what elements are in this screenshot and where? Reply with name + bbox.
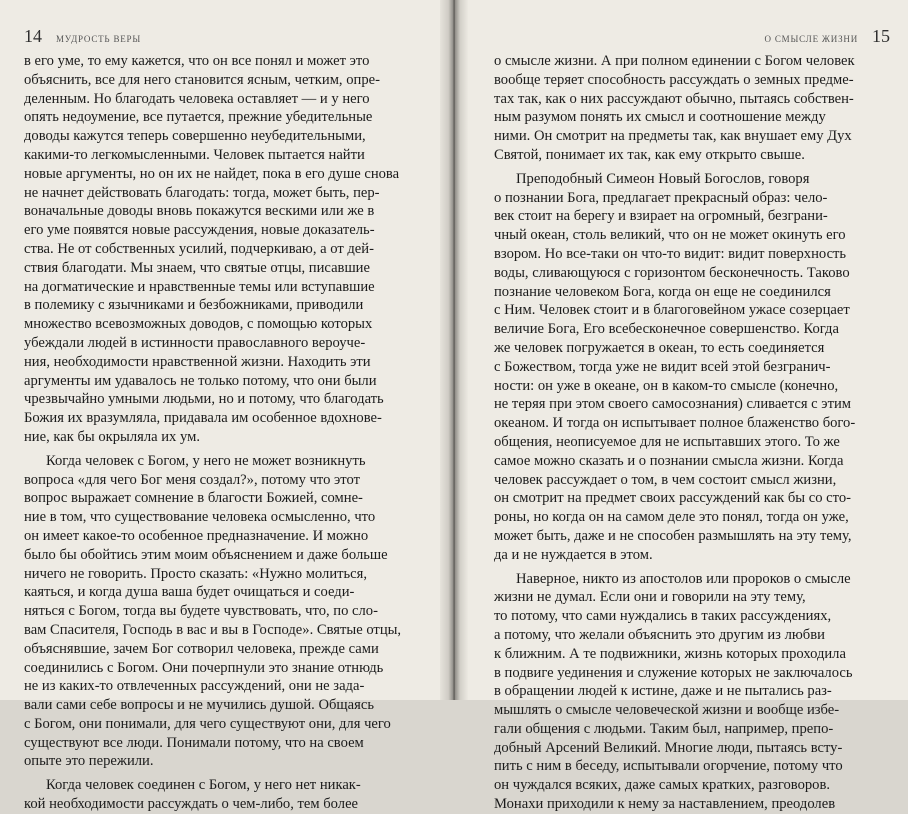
text-line: Божия их вразумляла, придавала им особенное вдохнове- [24, 410, 382, 427]
text-line: познание человеком Бога, когда он еще не соединился [494, 283, 831, 300]
paragraph [24, 452, 432, 772]
text-line: вам Спасителя, Господь в вас и вы в Господе». Святые отцы, [24, 621, 402, 638]
text-line: пить с ним в беседу, испытывали огорчение, потому что [494, 758, 843, 775]
left-page-header [24, 26, 141, 50]
paragraph [24, 776, 432, 814]
text-line: мышлять о смысле человеческой жизни и вообще избе- [494, 702, 840, 719]
text-line: убеждали людей в истинности православного вероуче- [24, 334, 366, 351]
text-line: самое можно сказать и о познании смысла жизни. Когда [494, 452, 844, 469]
text-line: вопрос выражает сомнение в благости Божией, сомне- [24, 490, 363, 507]
text-line: с Богом, они понимали, для чего существуют они, для чего [24, 715, 391, 732]
text-line: ние, как бы окрыляла их ум. [24, 428, 200, 445]
paragraph [494, 170, 894, 565]
text-line: вообще теряет способность рассуждать о земных предме- [494, 71, 854, 88]
text-line: ства. Не от собственных усилий, подчеркиваю, а от дей- [24, 240, 374, 257]
text-line: общения, неописуемое для не испытавших этого. То же [494, 433, 840, 450]
text-line: ным разумом понять их смысл и соотношение между [494, 109, 826, 126]
text-line: его уме появятся новые рассуждения, новые доказатель- [24, 222, 375, 239]
text-line: в его уме, то ему кажется, что он все понял и может это [24, 53, 370, 69]
text-line: Наверное, никто из апостолов или пророков о смысле [516, 570, 851, 587]
text-line: ничего не говорить. Просто сказать: «Нужно молиться, [24, 565, 367, 582]
text-line: не начнет действовать благодать: тогда, может быть, пер- [24, 184, 380, 201]
text-line: с Ним. Человек стоит и в благоговейном ужасе созерцает [494, 302, 850, 319]
running-head: О СМЫСЛЕ ЖИЗНИ [764, 34, 858, 44]
text-line: Святой, понимает их так, как ему открыто свыше. [494, 146, 805, 163]
text-line: то потому, что сами нуждались в таких рассуждениях, [494, 608, 832, 625]
text-line: соединились с Богом. Они почерпнули это знание отнюдь [24, 659, 384, 676]
text-line: аргументы им удавалось не только потому, что они были [24, 372, 377, 389]
text-line: объяснявшие, зачем Бог сотворил человека, прежде сами [24, 640, 379, 657]
text-line: же человек погружается в океан, то есть соединяется [494, 339, 825, 356]
book-gutter [440, 0, 468, 700]
text-line: не из каких-то отвлеченных рассуждений, они не зада- [24, 678, 365, 695]
text-line: какими-то легкомысленными. Человек пытается найти [24, 146, 365, 163]
text-line: он смотрит на предмет своих рассуждений как бы со сто- [494, 490, 851, 507]
text-line: каяться, и когда душа ваша будет очищаться и соеди- [24, 584, 355, 601]
text-line: на догматические и нравственные темы или вступавшие [24, 278, 375, 295]
text-line: воначальные доводы вновь покажутся вескими или же в [24, 203, 375, 220]
text-line: ности: он уже в океане, он в каком-то смысле (конечно, [494, 377, 839, 394]
text-line: воды, сливающуюся с горизонтом бесконечность. Таково [494, 264, 850, 281]
text-line: не теряя при этом своего самосознания) сливается с этим [494, 396, 851, 413]
text-line: к ближним. А те подвижники, жизнь которых проходила [494, 645, 846, 662]
text-line: существуют все люди. Понимали потому, что на своем [24, 734, 364, 751]
text-line: ними. Он смотрит на предметы так, как внушает ему Дух [494, 128, 852, 145]
text-line: жизни не думал. Если они и говорили на эту тему, [494, 589, 806, 606]
text-line: человек рассуждает о том, в чем состоит смысл жизни, [494, 471, 837, 488]
text-line: Когда человек соединен с Богом, у него нет никак- [46, 777, 361, 794]
text-line: было бы обойтись этим моим объяснением и даже больше [24, 546, 388, 563]
text-line: Когда человек с Богом, у него не может возникнуть [46, 452, 366, 469]
text-line: в полемику с язычниками и безбожниками, приводили [24, 297, 364, 314]
text-line: может быть, даже и не способен размышлять на эту тему, [494, 527, 852, 544]
right-page-header [764, 26, 890, 50]
text-line: чный океан, столь великий, что он не может окинуть его [494, 227, 846, 244]
text-line: ствия благодати. Мы знаем, что святые отцы, писавшие [24, 259, 370, 276]
text-line: в обращении людей к истине, даже и не пытались раз- [494, 683, 832, 700]
text-line: вопроса «для чего Бог меня создал?», потому что этот [24, 471, 360, 488]
text-line: Преподобный Симеон Новый Богослов, говоря [516, 170, 810, 187]
text-line: доводы кажутся теперь совершенно неубедительными, [24, 128, 366, 145]
text-line: добный Арсений Великий. Многие люди, пытаясь всту- [494, 739, 843, 756]
text-line: о смысле жизни. А при полном единении с Богом человек [494, 53, 855, 69]
page-number: 15 [872, 26, 890, 46]
text-line: чрезвычайно умными людьми, но и потому, что благодать [24, 391, 384, 408]
text-line: роны, но когда он на самом деле это понял, тогда он уже, [494, 509, 849, 526]
text-line: тах так, как о них рассуждают обычно, пытаясь собствен- [494, 90, 854, 107]
text-line: множество всевозможных доводов, с помощью которых [24, 316, 373, 333]
text-line: с Божеством, тогда уже не видит всей этой безгранич- [494, 358, 831, 375]
text-line: опыте это пережили. [24, 753, 154, 770]
text-line: век стоит на берегу и взирает на огромный, безграни- [494, 208, 828, 225]
paragraph [494, 52, 894, 165]
text-line: опять недоумение, все путается, прежние убедительные [24, 109, 373, 126]
paragraph [494, 570, 894, 814]
text-line: няться с Богом, тогда вы будете чувствовать, что, по сло- [24, 603, 378, 620]
left-page [0, 0, 440, 813]
text-line: он имеет какое-то особенное предназначение. И можно [24, 527, 369, 544]
text-line: в подвиге уединения и служение которых не заключалось [494, 664, 853, 681]
text-line: деленным. Но благодать человека оставляет — и у него [24, 90, 370, 107]
text-line: новые аргументы, но он их не найдет, пока в его душе снова [24, 165, 400, 182]
paragraph [24, 52, 432, 447]
text-line: океаном. И тогда он испытывает полное блаженство бого- [494, 415, 856, 432]
text-line: ния, необходимости нравственной жизни. Находить эти [24, 353, 371, 370]
text-line: о познании Бога, предлагает прекрасный образ: чело- [494, 189, 828, 206]
text-line: объяснить, все для него становится ясным, четким, опре- [24, 71, 380, 88]
text-line: Монахи приходили к нему за наставлением, преодолев [494, 796, 836, 813]
running-head: МУДРОСТЬ ВЕРЫ [56, 34, 142, 44]
text-line: вали сами себе вопросы и не мучились душой. Общаясь [24, 697, 374, 714]
text-line: он чуждался всяких, даже самых кратких, разговоров. [494, 777, 830, 794]
text-line: взором. Но все-таки он что-то видит: видит поверхность [494, 245, 847, 262]
text-line: ние в том, что существование человека осмысленно, что [24, 509, 376, 526]
text-line: а потому, что желали объяснить это другим из любви [494, 626, 825, 643]
text-line: гали общения с людьми. Таким был, например, препо- [494, 720, 834, 737]
page-number: 14 [24, 26, 42, 46]
text-line: величие Бога, Его всебесконечное совершенство. Когда [494, 321, 839, 338]
text-line: да и не нуждается в этом. [494, 546, 653, 563]
right-page [468, 0, 908, 813]
text-line: кой необходимости рассуждать о чем-либо, тем более [24, 796, 359, 813]
